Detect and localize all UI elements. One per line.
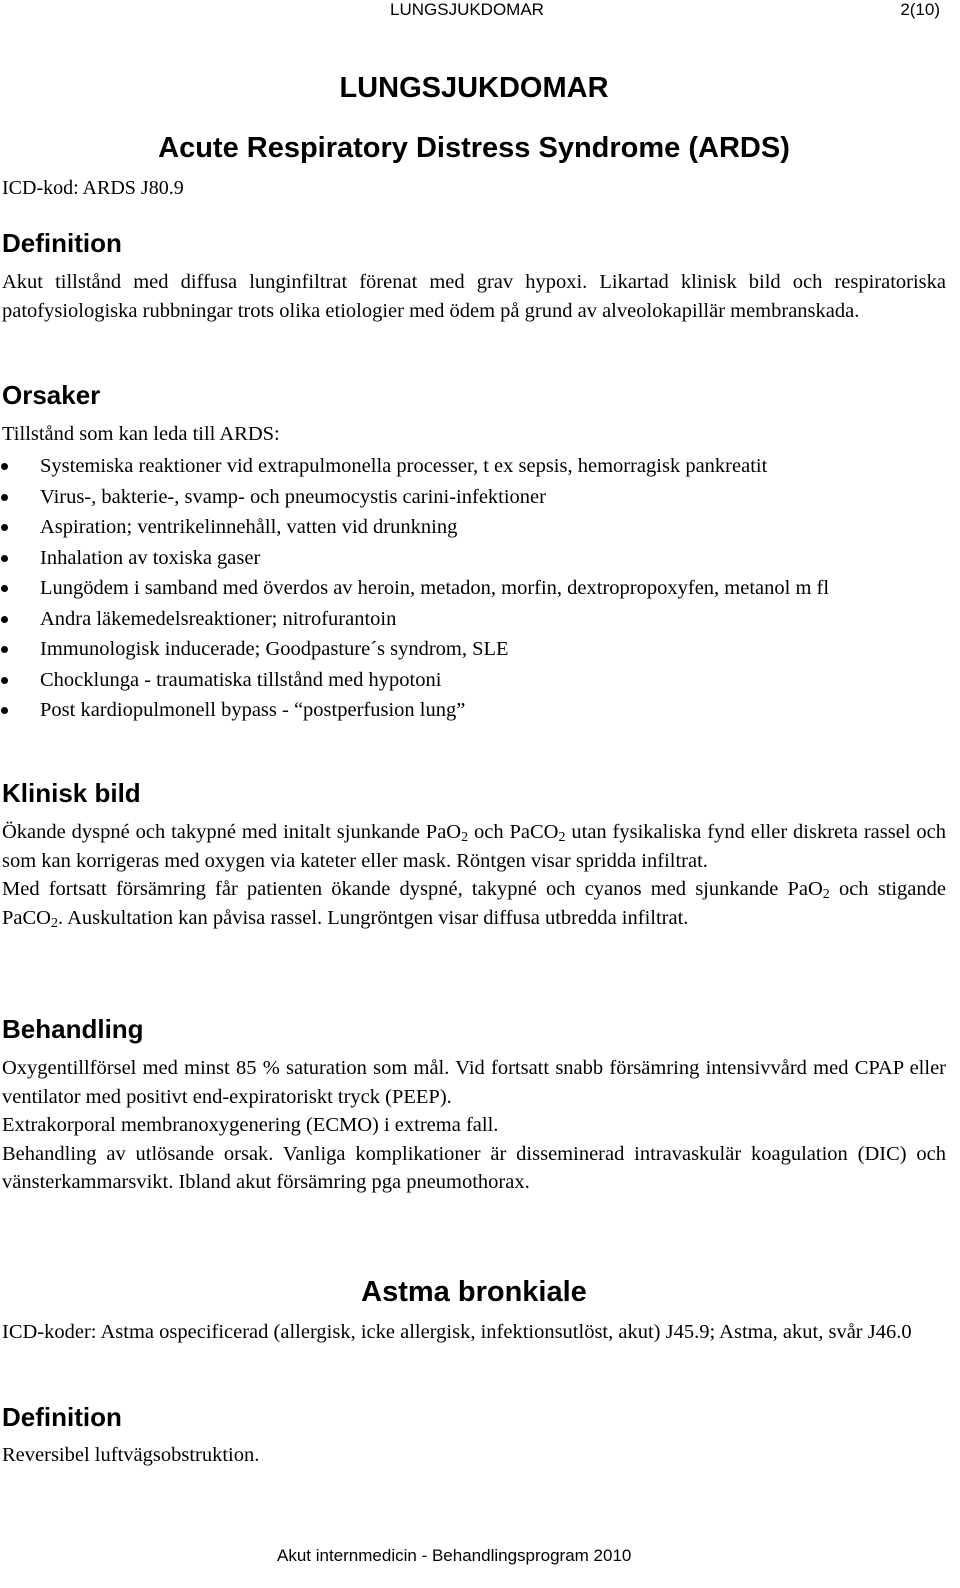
ards-icd-code: ICD-kod: ARDS J80.9 (2, 177, 184, 199)
list-item: Aspiration; ventrikelinnehåll, vatten vid drunkning (0, 512, 946, 543)
asthma-definition-heading: Definition (2, 1402, 122, 1432)
list-item: Andra läkemedelsreaktioner; nitrofurantoin (0, 604, 946, 635)
ards-definition-text: Akut tillstånd med diffusa lunginfiltrat förenat med grav hypoxi. Likartad klinisk bild och respiratoriska patofysiologiska rubbningar trots olika etiologier med ödem på grund av alveolokapillär membranskada. (2, 271, 946, 322)
footer-text: Akut internmedicin - Behandlingsprogram 2010 (277, 1546, 632, 1565)
ards-treatment-paragraph-1: Oxygentillförsel med minst 85 % saturation som mål. Vid fortsatt snabb försämring intensivvård med CPAP eller ventilator med positivt end-expiratoriskt tryck (PEEP). (2, 1057, 946, 1108)
list-item: Virus-, bakterie-, svamp- och pneumocystis carini-infektioner (0, 482, 946, 513)
asthma-icd-codes: ICD-koder: Astma ospecificerad (allergisk, icke allergisk, infektionsutlöst, akut) J45.9; Astma, akut, svår J46.0 (2, 1321, 912, 1343)
chapter-title: LUNGSJUKDOMAR (339, 72, 609, 104)
page-number: 2(10) (900, 0, 940, 19)
list-item: Chocklunga - traumatiska tillstånd med hypotoni (0, 665, 946, 696)
list-item: Inhalation av toxiska gaser (0, 543, 946, 574)
asthma-title: Astma bronkiale (361, 1276, 587, 1308)
list-item: Immunologisk inducerade; Goodpasture´s syndrom, SLE (0, 634, 946, 665)
ards-title: Acute Respiratory Distress Syndrome (ARDS) (158, 132, 790, 164)
ards-treatment-paragraph-2: Extrakorporal membranoxygenering (ECMO) i extrema fall. (2, 1114, 499, 1136)
ards-clinical-paragraph-1: Ökande dyspné och takypné med initalt sjunkande PaO$_2$ och PaCO$_2$ utan fysikaliska fynd eller diskreta rassel och som kan korrigeras med oxygen via kateter eller mask. Röntgen visar spridda infiltrat. (2, 821, 946, 872)
asthma-definition-text: Reversibel luftvägsobstruktion. (2, 1444, 260, 1466)
ards-causes-list (0, 451, 946, 726)
ards-causes-heading: Orsaker (2, 380, 101, 410)
list-item: Lungödem i samband med överdos av heroin, metadon, morfin, dextropropoxyfen, metanol m fl (0, 573, 946, 604)
ards-treatment-paragraph-3: Behandling av utlösande orsak. Vanliga komplikationer är disseminerad intravaskulär koagulation (DIC) och vänsterkammarsvikt. Ibland akut försämring pga pneumothorax. (2, 1142, 946, 1193)
list-item: Systemiska reaktioner vid extrapulmonella processer, t ex sepsis, hemorragisk pankreatit (0, 451, 946, 482)
list-item: Post kardiopulmonell bypass - “postperfusion lung” (0, 695, 946, 726)
ards-clinical-paragraph-2: Med fortsatt försämring får patienten ökande dyspné, takypné och cyanos med sjunkande PaO$_2$ och stigande PaCO$_2$. Auskultation kan påvisa rassel. Lungröntgen visar diffusa utbredda infiltrat. (2, 878, 947, 931)
running-header (0, 0, 940, 22)
ards-treatment-heading: Behandling (2, 1014, 144, 1044)
ards-clinical-heading: Klinisk bild (2, 778, 141, 808)
running-header-title: LUNGSJUKDOMAR (390, 0, 544, 19)
ards-causes-intro: Tillstånd som kan leda till ARDS: (2, 423, 280, 445)
ards-treatment-text (2, 1054, 946, 1197)
ards-definition-heading: Definition (2, 228, 122, 258)
ards-clinical-text (2, 818, 946, 932)
